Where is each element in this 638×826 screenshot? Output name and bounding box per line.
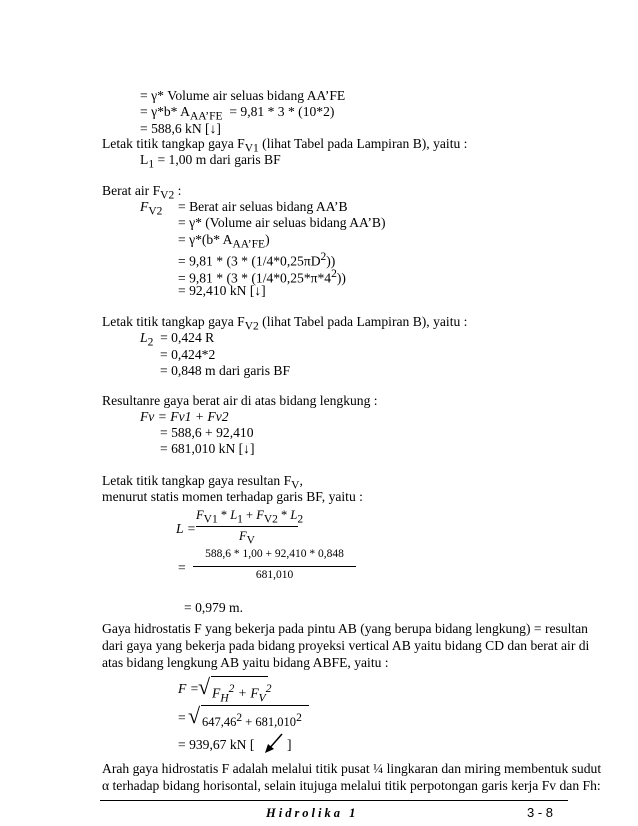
text-line: = 588,6 kN [↓] (140, 121, 221, 136)
page-number: 3 - 8 (527, 805, 554, 820)
formula-eq: = (178, 710, 186, 725)
radicand: $F_H^2 + F_V^2$ (212, 683, 272, 705)
text-line: = γ*b* $A_{AA’FE} = 9,81 * 3 * (10*2)$ (140, 104, 335, 123)
text-line: Letak titik tangkap gaya $F_{V1}$ (lihat Tabel pada Lampiran B), yaitu : (102, 136, 468, 155)
footer-rule (100, 800, 568, 801)
formula-denominator-values: 681,010 (255, 569, 294, 581)
text-line: Letak titik tangkap gaya resultan $F_V$, (102, 473, 303, 492)
formula-numerator: $F_{V1} * L_1 + F_{V2} * L_2$ (196, 508, 304, 526)
text-line: = Berat air seluas bidang AA’B (178, 199, 348, 214)
text-line: = 681,010 kN [↓] (160, 441, 255, 456)
text-line: Resultanre gaya berat air di atas bidang lengkung : (102, 393, 378, 408)
formula-lhs: L = (176, 521, 196, 536)
text-line: = $9,81 * (3 * (1/4*0,25*\pi*4^2))$ (178, 268, 346, 286)
sqrt-bar (211, 676, 268, 677)
text-line: Berat air $F_{V2}$ : (102, 183, 182, 202)
text-line: menurut statis momen terhadap garis BF, yaitu : (102, 489, 363, 504)
text-line: $F_{V2}$ (140, 199, 163, 218)
text-line: $L_1 = 1,00$ m dari garis BF (140, 152, 281, 171)
text-line: Arah gaya hidrostatis F adalah melalui titik pusat ¼ lingkaran dan miring membentuk sudut (102, 761, 602, 776)
text-line: = γ* Volume air seluas bidang AA’FE (140, 88, 346, 103)
formula-eq: = (178, 560, 186, 575)
formula-denominator: $F_V$ (239, 529, 255, 547)
formula-numerator-values: 588,6 * 1,00 + 92,410 * 0,848 (205, 548, 344, 560)
sqrt-icon: √ (198, 674, 211, 699)
diagonal-arrow-icon (264, 732, 284, 754)
text-line: = 0,424*2 (160, 347, 216, 362)
text-line: = 588,6 + 92,410 (160, 425, 254, 440)
text-line: Fv = Fv1 + Fv2 (140, 409, 229, 424)
radicand: $647,46^2 + 681,010^2$ (202, 712, 302, 730)
text-line: = γ* (Volume air seluas bidang AA’B) (178, 215, 386, 230)
formula-lhs: F = (178, 681, 199, 696)
text-line: = 92,410 kN [↓] (178, 283, 266, 298)
text-line: α terhadap bidang horisontal, selain itujuga melalui titik perpotongan garis kerja Fv dan Fh: (102, 778, 601, 793)
result-line: = 939,67 kN [ (178, 737, 255, 752)
text-line: Gaya hidrostatis F yang bekerja pada pintu AB (yang berupa bidang lengkung) = resultan (102, 621, 588, 636)
result-line: = 0,979 m. (184, 600, 244, 615)
sqrt-bar (201, 705, 309, 706)
sqrt-icon: √ (188, 703, 201, 728)
footer-title: Hidrolika 1 (266, 806, 359, 820)
text-line: = $9,81 * (3 * (1/4*0,25\pi D^2))$ (178, 251, 336, 269)
result-line: ] (287, 737, 292, 752)
text-line: $L_2 = 0,424$ R (140, 330, 215, 349)
text-line: Letak titik tangkap gaya $F_{V2}$ (lihat Tabel pada Lampiran B), yaitu : (102, 314, 468, 333)
fraction-bar (196, 526, 298, 527)
text-line: dari gaya yang bekerja pada bidang proyeksi vertical AB yaitu bidang CD dan berat air di (102, 638, 590, 653)
fraction-bar (193, 566, 356, 567)
text-line: = 0,848 m dari garis BF (160, 363, 291, 378)
text-line: atas bidang lengkung AB yaitu bidang ABFE, yaitu : (102, 655, 389, 670)
text-line: = γ*(b* $A_{AA’FE}$) (178, 232, 270, 251)
